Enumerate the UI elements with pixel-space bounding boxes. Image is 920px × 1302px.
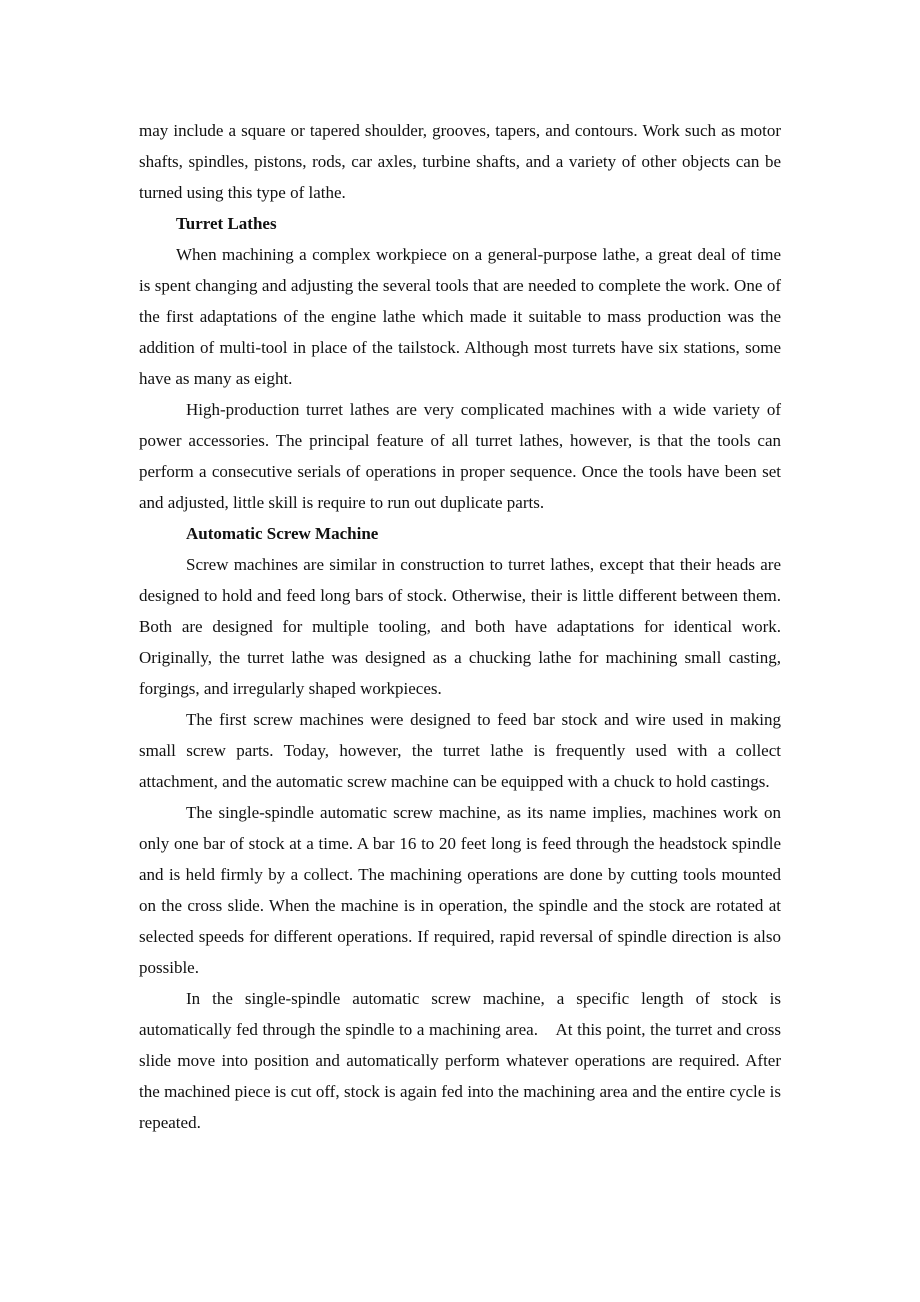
heading-turret-lathes: Turret Lathes [176, 214, 277, 233]
document-page [139, 115, 786, 1138]
paragraph-lathe-work: may include a square or tapered shoulder, grooves, tapers, and contours. Work such as motor shafts, spindles, pistons, rods, car axles, turbine shafts, and a variety of other objects can be turned using this type of lathe. [139, 121, 781, 202]
paragraph-screw-construction: Screw machines are similar in construction to turret lathes, except that their heads are designed to hold and feed long bars of stock. Otherwise, their is little different between them. Both are designed for multiple tooling, and both have adaptations for identical work. Originally, the turret lathe was designed as a chucking lathe for machining small casting, forgings, and irregularly shaped workpieces. [139, 555, 781, 698]
heading-automatic-screw-machine: Automatic Screw Machine [186, 524, 379, 543]
paragraph-turret-production: High-production turret lathes are very complicated machines with a wide variety of power accessories. The principal feature of all turret lathes, however, is that the tools can perform a consecutive serials of operations in proper sequence. Once the tools have been set and adjusted, little skill is require to run out duplicate parts. [139, 400, 781, 512]
paragraph-machining-cycle: In the single-spindle automatic screw machine, a specific length of stock is automatically fed through the spindle to a machining area. At this point, the turret and cross slide move into position and automatically perform whatever operations are required. After the machined piece is cut off, stock is again fed into the machining area and the entire cycle is repeated. [139, 989, 786, 1132]
paragraph-turret-intro: When machining a complex workpiece on a general-purpose lathe, a great deal of time is spent changing and adjusting the several tools that are needed to complete the work. One of the first adaptations of the engine lathe which made it suitable to mass production was the addition of multi-tool in place of the tailstock. Although most turrets have six stations, some have as many as eight. [139, 245, 781, 388]
paragraph-screw-history: The first screw machines were designed to feed bar stock and wire used in making small screw parts. Today, however, the turret lathe is frequently used with a collect attachment, and the automatic screw machine can be equipped with a chuck to hold castings. [139, 710, 781, 791]
paragraph-single-spindle: The single-spindle automatic screw machine, as its name implies, machines work on only one bar of stock at a time. A bar 16 to 20 feet long is feed through the headstock spindle and is held firmly by a collect. The machining operations are done by cutting tools mounted on the cross slide. When the machine is in operation, the spindle and the stock are rotated at selected speeds for different operations. If required, rapid reversal of spindle direction is also possible. [139, 803, 781, 977]
